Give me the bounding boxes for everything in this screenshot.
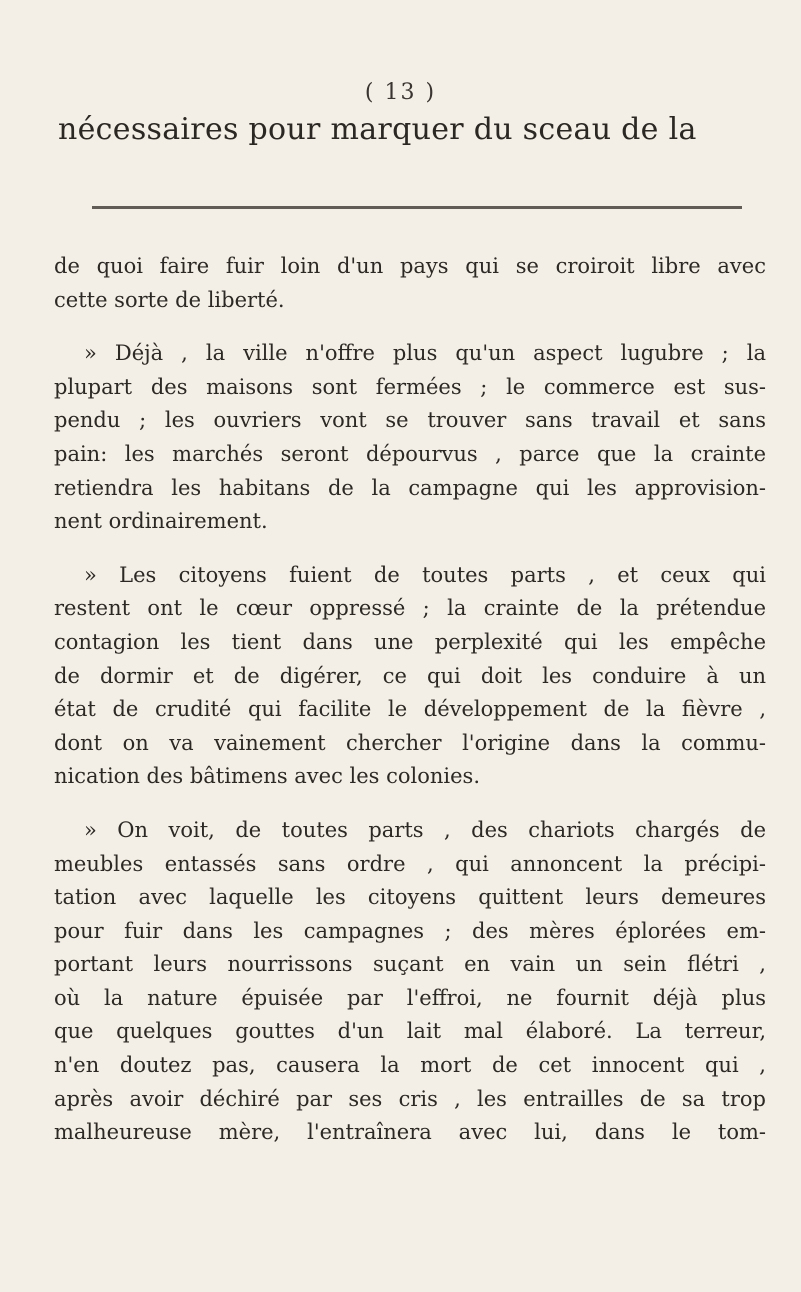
text-line: cette sorte de liberté. (54, 287, 285, 312)
body-text (54, 250, 766, 1150)
text-line: nent ordinairement. (54, 509, 268, 534)
text-line: retiendra les habitans de la campagne qui les approvision- (54, 475, 766, 500)
page-headline: nécessaires pour marquer du sceau de la (58, 112, 697, 147)
text-line: malheureuse mère, l'entraînera avec lui, dans le tom- (54, 1120, 766, 1145)
text-line: après avoir déchiré par ses cris , les entrailles de sa trop (54, 1086, 766, 1111)
text-line: tation avec laquelle les citoyens quittent leurs demeures (54, 885, 766, 910)
text-line: plupart des maisons sont fermées ; le commerce est sus- (54, 374, 766, 399)
separator-rule (92, 206, 742, 209)
text-line: de quoi faire fuir loin d'un pays qui se croiroit libre avec (54, 254, 766, 278)
text-line: n'en doutez pas, causera la mort de cet innocent qui , (54, 1053, 766, 1078)
text-line: état de crudité qui facilite le développement de la fièvre , (54, 697, 766, 722)
paragraph-4 (54, 814, 766, 1150)
text-line: nication des bâtimens avec les colonies. (54, 764, 481, 789)
text-line: contagion les tient dans une perplexité qui les empêche (54, 629, 766, 654)
text-line: portant leurs nourrissons suçant en vain un sein flétri , (54, 952, 766, 977)
text-line: de dormir et de digérer, ce qui doit les conduire à un (54, 663, 766, 688)
text-line: pain: les marchés seront dépourvus , parce que la crainte (54, 441, 766, 466)
text-line: » Les citoyens fuient de toutes parts , et ceux qui (84, 562, 766, 587)
text-line: pendu ; les ouvriers vont se trouver sans travail et sans (54, 408, 766, 433)
paragraph-3 (54, 559, 766, 794)
text-line: restent ont le cœur oppressé ; la crainte de la prétendue (54, 596, 766, 621)
text-line: dont on va vainement chercher l'origine dans la commu- (54, 730, 766, 755)
text-line: » On voit, de toutes parts , des chariots chargés de (84, 817, 766, 842)
text-line: » Déjà , la ville n'offre plus qu'un aspect lugubre ; la (84, 341, 766, 366)
page-number: ( 13 ) (364, 80, 437, 105)
paragraph-2 (54, 337, 766, 539)
text-line: meubles entassés sans ordre , qui annoncent la précipi- (54, 851, 766, 876)
text-line: où la nature épuisée par l'effroi, ne fournit déjà plus (54, 985, 766, 1010)
text-line: que quelques gouttes d'un lait mal élaboré. La terreur, (54, 1019, 766, 1044)
paragraph-1 (54, 250, 766, 317)
text-line: pour fuir dans les campagnes ; des mères éplorées em- (54, 918, 766, 943)
